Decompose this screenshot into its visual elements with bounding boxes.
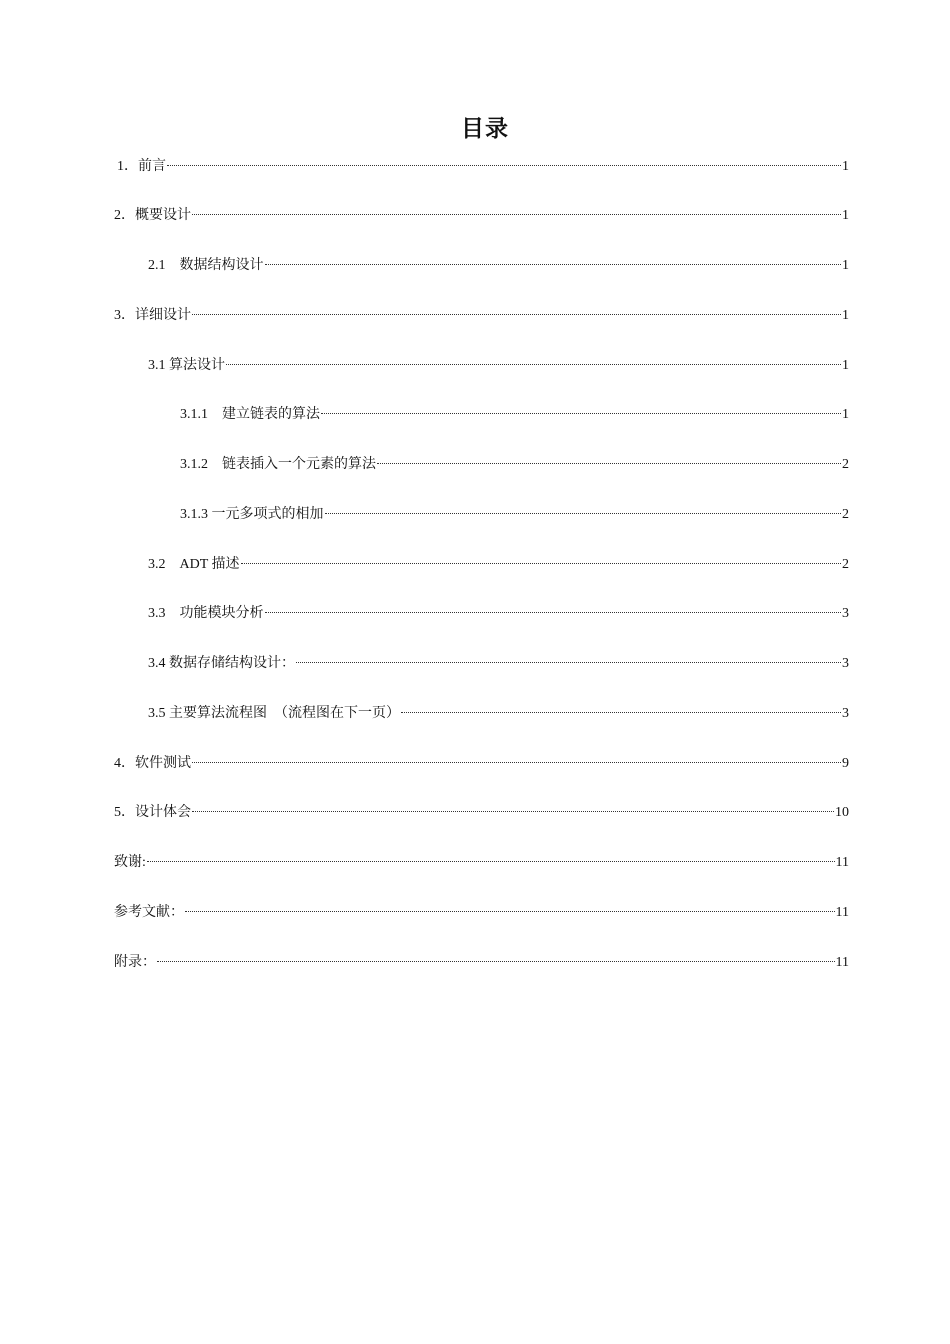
toc-page-number: 2 [842,457,849,472]
toc-page-number: 11 [835,855,849,870]
toc-entry[interactable] [114,305,849,327]
toc-dot-leader [265,264,842,265]
toc-entry-label: 5．设计体会 [114,805,191,820]
toc-page-number: 3 [842,656,849,671]
toc-dot-leader [377,463,841,464]
toc-dot-leader [192,811,834,812]
toc-page-number: 1 [842,159,849,174]
toc-entry[interactable] [114,753,849,775]
toc-entry-label: 3．详细设计 [114,308,191,323]
toc-dot-leader [192,314,841,315]
toc-entry[interactable] [114,205,849,227]
toc-entry-label: 3.1.2 链表插入一个元素的算法 [180,457,376,472]
toc-dot-leader [296,662,841,663]
toc-entry-label: 3.5 主要算法流程图 （流程图在下一页） [148,706,400,721]
toc-page-number: 11 [835,905,849,920]
toc-page-number: 3 [842,606,849,621]
toc-entry-label: 3.1.1 建立链表的算法 [180,407,320,422]
toc-page-number: 9 [842,756,849,771]
toc-page-number: 11 [835,955,849,970]
toc-dot-leader [265,612,842,613]
toc-dot-leader [241,563,841,564]
toc-dot-leader [147,861,835,862]
toc-entry[interactable] [117,156,849,178]
page-title: 目录 [461,116,509,142]
toc-entry[interactable] [114,852,849,874]
toc-entry[interactable] [148,703,849,725]
toc-entry[interactable] [114,952,849,974]
toc-dot-leader [321,413,841,414]
toc-entry[interactable] [148,603,849,625]
toc-dot-leader [167,165,841,166]
toc-page-number: 1 [842,308,849,323]
toc-entry[interactable] [180,454,849,476]
toc-dot-leader [226,364,841,365]
toc-page-number: 2 [842,557,849,572]
toc-entry-label: 3.1.3 一元多项式的相加 [180,507,324,522]
toc-entry-label: 3.3 功能模块分析 [148,606,264,621]
toc-entry-label: 附录： [114,955,156,970]
toc-page-number: 1 [842,208,849,223]
toc-entry-label: 4．软件测试 [114,756,191,771]
toc-page-number: 1 [842,358,849,373]
toc-dot-leader [192,762,841,763]
toc-entry-label: 3.4 数据存储结构设计： [148,656,295,671]
toc-entry-label: 参考文献： [114,905,184,920]
toc-entry-label: 3.2 ADT 描述 [148,557,240,572]
toc-entry[interactable] [148,255,849,277]
toc-page-number: 3 [842,706,849,721]
toc-entry-label: 1．前言 [117,159,166,174]
toc-entry[interactable] [148,355,849,377]
toc-entry-label: 2．概要设计 [114,208,191,223]
toc-entry[interactable] [148,554,849,576]
toc-page-number: 10 [835,805,849,820]
toc-entry[interactable] [180,404,849,426]
toc-page-number: 2 [842,507,849,522]
toc-page-number: 1 [842,258,849,273]
toc-entry-label: 3.1 算法设计 [148,358,225,373]
toc-entry[interactable] [180,504,849,526]
toc-dot-leader [157,961,835,962]
toc-page-number: 1 [842,407,849,422]
toc-entry-label: 2.1 数据结构设计 [148,258,264,273]
toc-dot-leader [401,712,841,713]
toc-entry-label: 致谢: [114,855,146,870]
toc-entry[interactable] [148,653,849,675]
toc-entry[interactable] [114,802,849,824]
toc-entry[interactable] [114,902,849,924]
toc-dot-leader [185,911,835,912]
toc-dot-leader [325,513,842,514]
toc-dot-leader [192,214,841,215]
